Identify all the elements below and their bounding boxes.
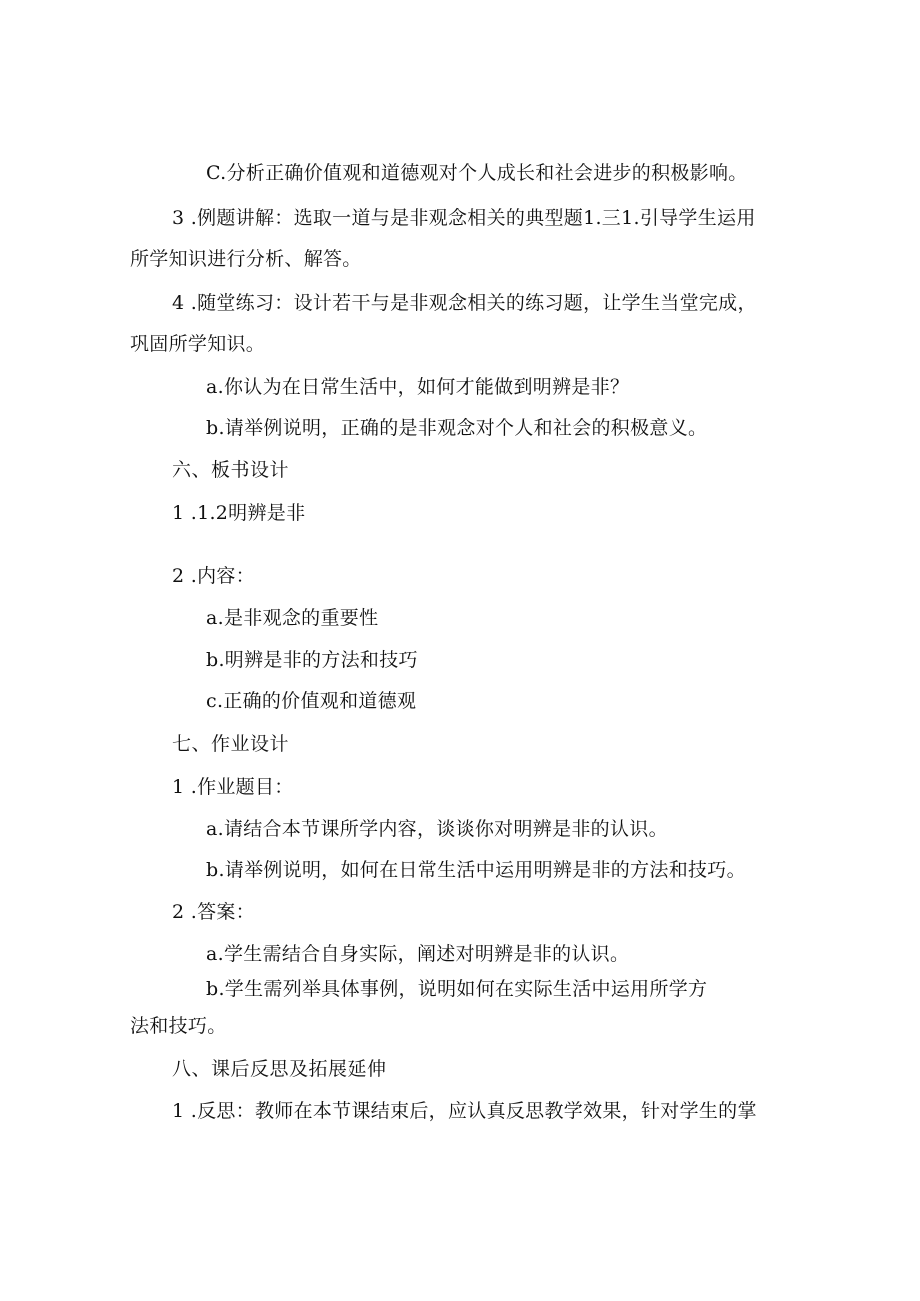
homework-topic-heading: 1 .作业题目： (172, 776, 294, 798)
blackboard-content-b: b.明辨是非的方法和技巧 (206, 649, 418, 671)
practice-question-b: b.请举例说明，正确的是非观念对个人和社会的积极意义。 (206, 417, 708, 439)
blackboard-content-a: a.是非观念的重要性 (206, 607, 379, 629)
practice-question-a: a.你认为在日常生活中，如何才能做到明辨是非？ (206, 376, 630, 398)
section-heading-reflection: 八、课后反思及拓展延伸 (172, 1058, 387, 1080)
practice-line: 4 .随堂练习：设计若干与是非观念相关的练习题，让学生当堂完成， (172, 292, 757, 314)
blackboard-item-2: 2 .内容： (172, 565, 255, 587)
practice-continuation: 巩固所学知识。 (130, 333, 266, 355)
homework-answer-heading: 2 .答案： (172, 901, 255, 923)
reflection-line: 1 .反思：教师在本节课结束后，应认真反思教学效果，针对学生的掌 (172, 1100, 757, 1122)
homework-answer-b-continuation: 法和技巧。 (130, 1015, 227, 1037)
section-heading-blackboard: 六、板书设计 (172, 459, 290, 481)
objective-c-line: C.分析正确价值观和道德观对个人成长和社会进步的积极影响。 (206, 162, 748, 184)
homework-answer-b: b.学生需列举具体事例，说明如何在实际生活中运用所学方 (206, 978, 708, 1000)
example-explanation-line: 3 .例题讲解：选取一道与是非观念相关的典型题1.三1.引导学生运用 (172, 207, 756, 229)
homework-topic-b: b.请举例说明，如何在日常生活中运用明辨是非的方法和技巧。 (206, 859, 746, 881)
homework-topic-a: a.请结合本节课所学内容，谈谈你对明辨是非的认识。 (206, 818, 668, 840)
example-explanation-continuation: 所学知识进行分析、解答。 (130, 248, 362, 270)
homework-answer-a: a.学生需结合自身实际，阐述对明辨是非的认识。 (206, 943, 630, 965)
section-heading-homework: 七、作业设计 (172, 733, 290, 755)
blackboard-item-1: 1 .1.2明辨是非 (172, 502, 306, 524)
blackboard-content-c: c.正确的价值观和道德观 (206, 690, 417, 712)
